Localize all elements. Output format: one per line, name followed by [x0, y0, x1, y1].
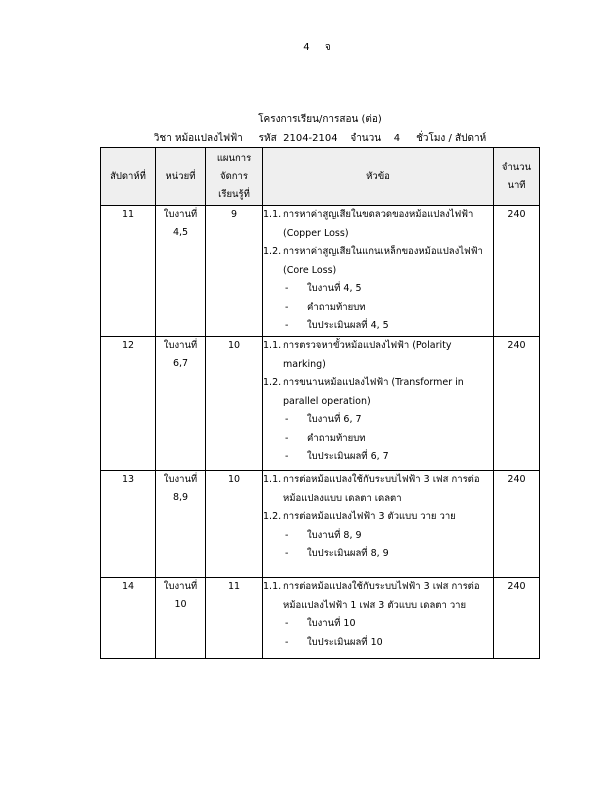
course-schedule-table [100, 147, 540, 659]
topic-item: 1.2. การขนานหม้อแปลงไฟฟ้า (Transformer in parallel operation) [263, 377, 464, 407]
sub-item: - ใบประเมินผลที่ 10 [285, 636, 383, 648]
table-header-row [101, 148, 540, 206]
topic-cell [263, 578, 494, 659]
sub-item: - ใบประเมินผลที่ 6, 7 [285, 451, 389, 462]
document-title: โครงการเรียน/การสอน (ต่อ) [258, 114, 382, 125]
unit-cell: ใบงานที่ 8,9 [156, 471, 206, 578]
unit-cell: ใบงานที่ 10 [156, 578, 206, 659]
sub-item: - ใบงานที่ 4, 5 [285, 283, 362, 294]
course-info: วิชา หม้อแปลงไฟฟ้า รหัส 2104-2104 จำนวน 4 ชั่วโมง / สัปดาห์ [153, 133, 487, 144]
week-cell: 11 [101, 206, 156, 337]
minutes-cell: 240 [494, 337, 540, 471]
table-row [101, 578, 540, 659]
header-topic: หัวข้อ [263, 148, 494, 206]
plan-cell: 11 [206, 578, 263, 659]
minutes-cell: 240 [494, 578, 540, 659]
sub-item: - คำถามท้ายบท [285, 432, 366, 444]
topic-cell [263, 206, 494, 337]
week-cell: 14 [101, 578, 156, 659]
header-minutes: จำนวน นาที [494, 148, 540, 206]
topic-item: 1.2. การหาค่าสูญเสียในแกนเหล็กของหม้อแปลงไฟฟ้า (Core Loss) [263, 246, 483, 276]
topic-cell [263, 471, 494, 578]
topic-item: 1.1. การตรวจหาขั้วหม้อแปลงไฟฟ้า (Polarity marking) [263, 340, 452, 370]
header-plan: แผนการ จัดการ เรียนรู้ที่ [206, 148, 263, 206]
sub-item: - ใบงานที่ 6, 7 [285, 414, 362, 425]
plan-cell: 10 [206, 337, 263, 471]
unit-cell: ใบงานที่ 6,7 [156, 337, 206, 471]
table-row [101, 471, 540, 578]
week-cell: 13 [101, 471, 156, 578]
topic-item: 1.2. การต่อหม้อแปลงไฟฟ้า 3 ตัวแบบ วาย วาย [263, 511, 456, 522]
sub-item: - คำถามท้ายบท [285, 301, 366, 313]
table-row [101, 206, 540, 337]
minutes-cell: 240 [494, 206, 540, 337]
table-row [101, 337, 540, 471]
unit-cell: ใบงานที่ 4,5 [156, 206, 206, 337]
plan-cell: 9 [206, 206, 263, 337]
sub-item: - ใบงานที่ 10 [285, 618, 356, 629]
minutes-cell: 240 [494, 471, 540, 578]
header-unit: หน่วยที่ [156, 148, 206, 206]
topic-item: 1.1. การต่อหม้อแปลงใช้กับระบบไฟฟ้า 3 เฟส การต่อหม้อแปลงแบบ เดลตา เดลตา [263, 474, 480, 504]
topic-cell [263, 337, 494, 471]
topic-item: 1.1. การต่อหม้อแปลงใช้กับระบบไฟฟ้า 3 เฟส การต่อหม้อแปลงไฟฟ้า 1 เฟส 3 ตัวแบบ เดลตา วาย [263, 581, 480, 611]
sub-item: - ใบงานที่ 8, 9 [285, 529, 362, 541]
week-cell: 12 [101, 337, 156, 471]
plan-cell: 10 [206, 471, 263, 578]
topic-item: 1.1. การหาค่าสูญเสียในขดลวดของหม้อแปลงไฟฟ้า (Copper Loss) [263, 209, 474, 239]
header-week: สัปดาห์ที่ [101, 148, 156, 206]
sub-item: - ใบประเมินผลที่ 4, 5 [285, 320, 389, 331]
sub-item: - ใบประเมินผลที่ 8, 9 [285, 548, 389, 559]
page-number: 4 จ [303, 42, 337, 53]
